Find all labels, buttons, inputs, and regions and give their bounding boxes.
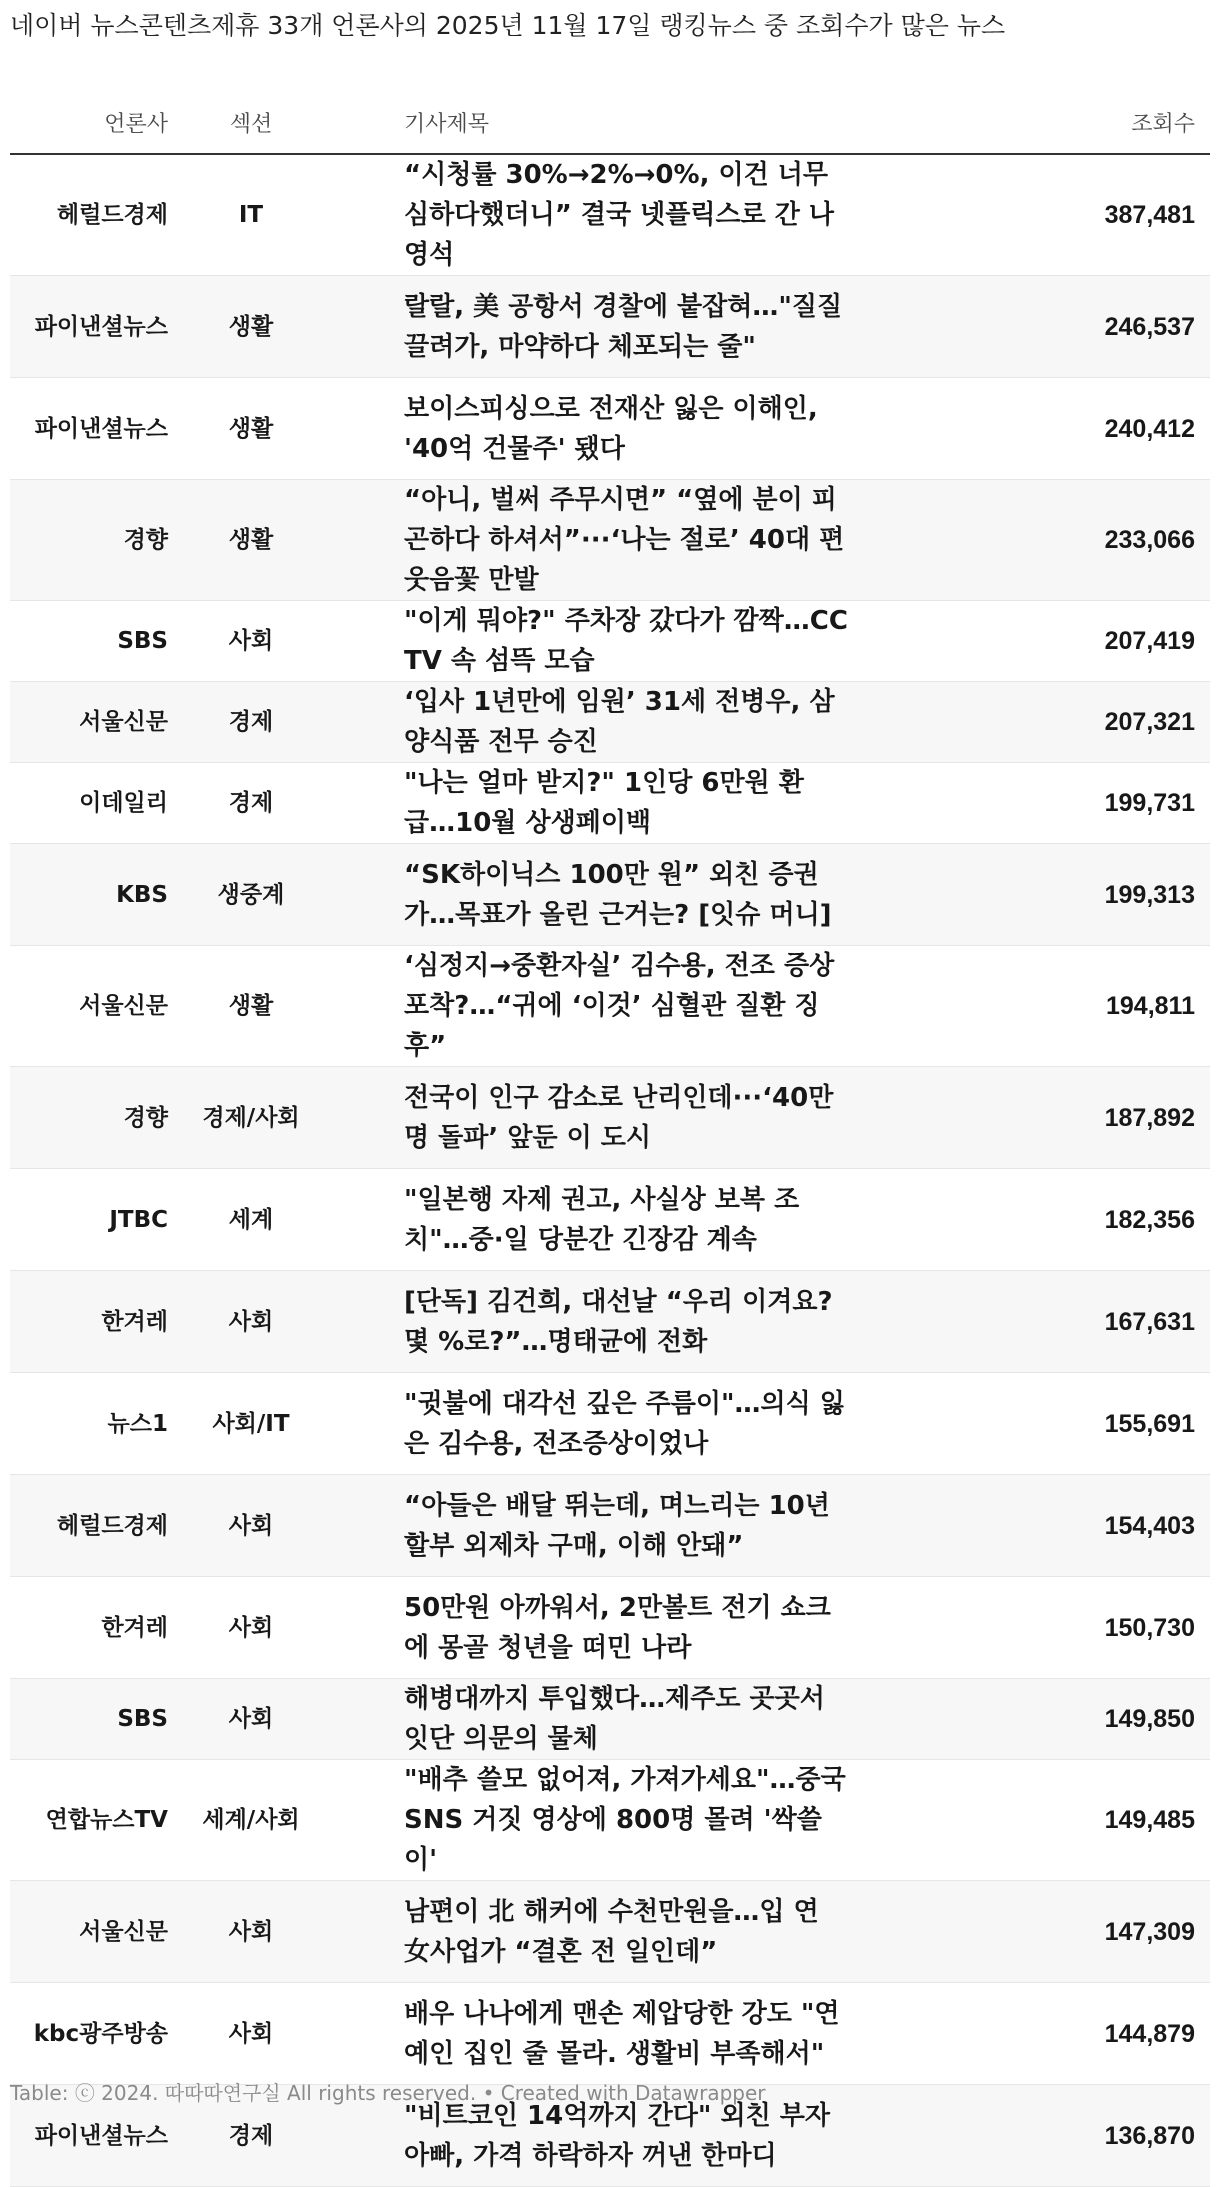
table-row [10,1475,1210,1577]
cell-publisher: SBS [10,601,180,682]
cell-section: 사회 [180,1679,322,1760]
cell-title: 랄랄, 美 공항서 경찰에 붙잡혀…"질질 끌려가, 마약하다 체포되는 줄" [322,276,1020,378]
cell-title: 배우 나나에게 맨손 제압당한 강도 "연예인 집인 줄 몰라. 생활비 부족해서" [322,1983,1020,2085]
cell-title: "나는 얼마 받지?" 1인당 6만원 환급…10월 상생페이백 [322,763,1020,844]
table-row [10,1679,1210,1760]
cell-views: 149,485 [1020,1760,1210,1881]
cell-publisher: 서울신문 [10,682,180,763]
cell-section: 세계/사회 [180,1760,322,1881]
cell-views: 144,879 [1020,1983,1210,2085]
cell-section: 사회 [180,1475,322,1577]
cell-section: 사회/IT [180,1373,322,1475]
cell-publisher: 한겨레 [10,1271,180,1373]
cell-publisher: 경향 [10,1067,180,1169]
cell-publisher: 뉴스1 [10,1373,180,1475]
cell-title: "이게 뭐야?" 주차장 갔다가 깜짝…CCTV 속 섬뜩 모습 [322,601,1020,682]
cell-publisher: 파이낸셜뉴스 [10,378,180,480]
cell-title: 남편이 北 해커에 수천만원을…입 연 女사업가 “결혼 전 일인데” [322,1881,1020,1983]
table-row [10,1577,1210,1679]
cell-section: 경제 [180,682,322,763]
cell-section: 경제/사회 [180,1067,322,1169]
cell-section: 생활 [180,946,322,1067]
cell-title: "비트코인 14억까지 간다" 외친 부자아빠, 가격 하락하자 꺼낸 한마디 [322,2085,1020,2187]
cell-section: 사회 [180,1577,322,1679]
cell-views: 149,850 [1020,1679,1210,1760]
cell-title: "배추 쓸모 없어져, 가져가세요"…중국 SNS 거짓 영상에 800명 몰려 '싹쓸이' [322,1760,1020,1881]
cell-views: 182,356 [1020,1169,1210,1271]
table-row [10,844,1210,946]
cell-views: 207,321 [1020,682,1210,763]
column-header-title[interactable]: 기사제목 [322,92,1020,154]
cell-views: 154,403 [1020,1475,1210,1577]
table-row [10,276,1210,378]
cell-title: 50만원 아까워서, 2만볼트 전기 쇼크에 몽골 청년을 떠민 나라 [322,1577,1020,1679]
table-row [10,1169,1210,1271]
cell-views: 387,481 [1020,154,1210,276]
table-row [10,1983,1210,2085]
cell-views: 187,892 [1020,1067,1210,1169]
ranking-table [10,92,1210,2187]
cell-views: 147,309 [1020,1881,1210,1983]
table-row [10,946,1210,1067]
cell-publisher: KBS [10,844,180,946]
cell-title: “SK하이닉스 100만 원” 외친 증권가…목표가 올린 근거는? [잇슈 머니] [322,844,1020,946]
cell-publisher: 이데일리 [10,763,180,844]
cell-views: 150,730 [1020,1577,1210,1679]
cell-views: 246,537 [1020,276,1210,378]
cell-title: “시청률 30%→2%→0%, 이건 너무 심하다했더니” 결국 넷플릭스로 간 나영석 [322,154,1020,276]
cell-views: 155,691 [1020,1373,1210,1475]
cell-title: 보이스피싱으로 전재산 잃은 이해인, '40억 건물주' 됐다 [322,378,1020,480]
cell-title: [단독] 김건희, 대선날 “우리 이겨요? 몇 %로?”…명태균에 전화 [322,1271,1020,1373]
cell-views: 199,731 [1020,763,1210,844]
cell-section: 사회 [180,1271,322,1373]
cell-views: 233,066 [1020,480,1210,601]
cell-title: “아니, 벌써 주무시면” “옆에 분이 피곤하다 하셔서”···‘나는 절로’ 40대 편 웃음꽃 만발 [322,480,1020,601]
cell-publisher: 파이낸셜뉴스 [10,276,180,378]
cell-section: 생중계 [180,844,322,946]
cell-title: ‘입사 1년만에 임원’ 31세 전병우, 삼양식품 전무 승진 [322,682,1020,763]
column-header-section[interactable]: 섹션 [180,92,322,154]
cell-views: 207,419 [1020,601,1210,682]
table-row [10,763,1210,844]
cell-views: 194,811 [1020,946,1210,1067]
cell-publisher: 파이낸셜뉴스 [10,2085,180,2187]
table-row [10,1373,1210,1475]
cell-title: 해병대까지 투입했다…제주도 곳곳서 잇단 의문의 물체 [322,1679,1020,1760]
cell-views: 240,412 [1020,378,1210,480]
cell-views: 136,870 [1020,2085,1210,2187]
cell-title: 전국이 인구 감소로 난리인데···‘40만명 돌파’ 앞둔 이 도시 [322,1067,1020,1169]
chart-title: 네이버 뉴스콘텐츠제휴 33개 언론사의 2025년 11월 17일 랭킹뉴스 중 조회수가 많은 뉴스 [10,11,1006,40]
cell-section: 사회 [180,601,322,682]
cell-title: ‘심정지→중환자실’ 김수용, 전조 증상 포착?…“귀에 ‘이것’ 심혈관 질환 징후” [322,946,1020,1067]
cell-section: 생활 [180,480,322,601]
column-header-publisher[interactable]: 언론사 [10,92,180,154]
table-header-row [10,92,1210,154]
table-row [10,682,1210,763]
cell-publisher: 서울신문 [10,946,180,1067]
table-row [10,1271,1210,1373]
cell-section: 사회 [180,1881,322,1983]
cell-section: 생활 [180,276,322,378]
table-row [10,601,1210,682]
table-row [10,1760,1210,1881]
cell-views: 167,631 [1020,1271,1210,1373]
table-row [10,1881,1210,1983]
cell-publisher: 서울신문 [10,1881,180,1983]
cell-publisher: 헤럴드경제 [10,1475,180,1577]
cell-title: "일본행 자제 권고, 사실상 보복 조치"…중·일 당분간 긴장감 계속 [322,1169,1020,1271]
cell-publisher: kbc광주방송 [10,1983,180,2085]
column-header-views[interactable]: 조회수 [1020,92,1210,154]
cell-section: 생활 [180,378,322,480]
cell-title: "귓불에 대각선 깊은 주름이"…의식 잃은 김수용, 전조증상이었나 [322,1373,1020,1475]
cell-publisher: SBS [10,1679,180,1760]
cell-publisher: 헤럴드경제 [10,154,180,276]
cell-publisher: 연합뉴스TV [10,1760,180,1881]
cell-views: 199,313 [1020,844,1210,946]
cell-section: 세계 [180,1169,322,1271]
footer-credit: Table: ⓒ 2024. 따따따연구실 All rights reserved. • Created with Datawrapper [10,2081,766,2105]
cell-title: “아들은 배달 뛰는데, 며느리는 10년 할부 외제차 구매, 이해 안돼” [322,1475,1020,1577]
cell-publisher: JTBC [10,1169,180,1271]
cell-publisher: 경향 [10,480,180,601]
table-row [10,1067,1210,1169]
cell-publisher: 한겨레 [10,1577,180,1679]
table-row [10,378,1210,480]
cell-section: IT [180,154,322,276]
cell-section: 경제 [180,2085,322,2187]
cell-section: 사회 [180,1983,322,2085]
table-row [10,480,1210,601]
cell-section: 경제 [180,763,322,844]
table-row [10,154,1210,276]
